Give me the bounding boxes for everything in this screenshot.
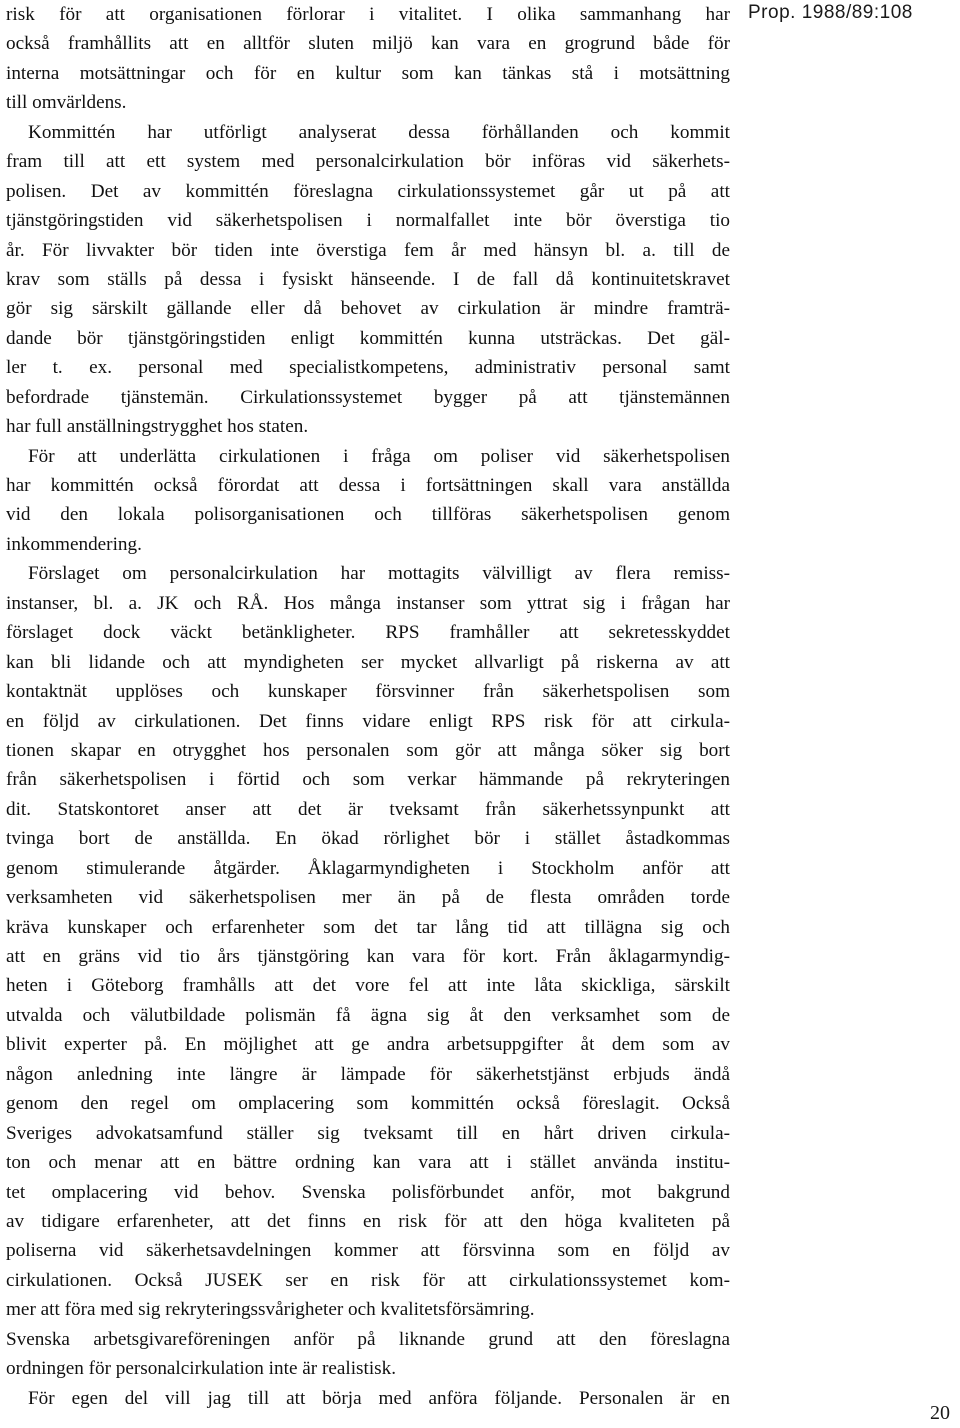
text-line: För att underlätta cirkulationen i fråga om poliser vid säkerhetspolisen (28, 445, 730, 467)
text-line: någon anledning inte längre är lämpade för säkerhetstjänst erbjuds ändå (6, 1063, 730, 1085)
text-line: cirkulationen. Också JUSEK ser en risk för att cirkulationssystemet kom- (6, 1269, 730, 1291)
text-line: ler t. ex. personal med specialistkompetens, administrativ personal samt (6, 357, 730, 379)
text-line: vid den lokala polisorganisationen och tillföras säkerhetspolisen genom (6, 504, 730, 526)
text-line: heten i Göteborg framhålls att det vore fel att inte låta skickliga, särskilt (6, 975, 730, 997)
text-line: förslaget dock väckt betänkligheter. RPS framhåller att sekretesskyddet (6, 622, 730, 644)
text-line: polisen. Det av kommittén föreslagna cirkulationssystemet går ut på att (6, 180, 730, 202)
text-line: krav som ställs på dessa i fysiskt hänseende. I de fall då kontinuitetskravet (6, 268, 730, 290)
text-line: risk för att organisationen förlorar i vitalitet. I olika sammanhang har (6, 4, 730, 25)
text-line: verksamheten vid säkerhetspolisen mer än på de flesta områden torde (6, 887, 730, 909)
text-line: dit. Statskontoret anser att det är tveksamt från säkerhetssynpunkt att (6, 798, 730, 820)
text-line: tjänstgöringstiden vid säkerhetspolisen i normalfallet inte bör överstiga tio (6, 210, 730, 232)
text-line: Sveriges advokatsamfund ställer sig tveksamt till en hårt driven cirkula- (6, 1122, 730, 1144)
text-line: utvalda och välutbildade polismän få ägna sig åt den verksamhet som de (6, 1004, 730, 1026)
body-text (6, 0, 730, 1413)
text-line: ordningen för personalcirkulation inte är realistisk. (6, 1358, 397, 1380)
text-line: har full anställningstrygghet hos staten. (6, 416, 309, 438)
text-line: ton och menar att en bättre ordning kan vara att i stället använda institu- (6, 1152, 730, 1174)
text-line: interna motsättningar och för en kultur som kan tänkas stå i motsättning (6, 62, 730, 84)
text-line: år. För livvakter bör tiden inte överstiga fem år med hänsyn bl. a. till de (6, 239, 730, 261)
text-line: mer att föra med sig rekryteringssvårigheter och kvalitetsförsämring. (6, 1299, 535, 1321)
text-line: Kommittén har utförligt analyserat dessa förhållanden och kommit (28, 121, 730, 143)
text-line: kan bli lidande och att myndigheten ser mycket allvarligt på riskerna av att (6, 651, 730, 673)
text-line: Förslaget om personalcirkulation har mottagits välvilligt av flera remiss- (28, 563, 730, 585)
text-line: till omvärldens. (6, 92, 127, 114)
text-line: också framhållits att en alltför sluten miljö kan vara en grogrund både för (6, 33, 730, 55)
text-line: poliserna vid säkerhetsavdelningen kommer att försvinna som en följd av (6, 1240, 730, 1262)
text-line: att en gräns vid tio års tjänstgöring kan vara för kort. Från åklagarmyndig- (6, 946, 730, 967)
text-line: blivit experter på. En möjlighet att ge andra arbetsuppgifter åt dem som av (6, 1034, 730, 1056)
text-line: tvinga bort de anställda. En ökad rörlighet bör i stället åstadkommas (6, 828, 730, 850)
text-line: av tidigare erfarenheter, att det finns en risk för att den höga kvaliteten på (6, 1210, 730, 1232)
text-line: genom den regel om omplacering som kommittén också föreslagit. Också (6, 1093, 730, 1115)
text-line: tet omplacering vid behov. Svenska polisförbundet anför, mot bakgrund (6, 1181, 730, 1203)
text-line: tionen skapar en otrygghet hos personalen som gör att många söker sig bort (6, 739, 730, 761)
text-line: har kommittén också förordat att dessa i fortsättningen skall vara anställda (6, 475, 730, 496)
text-line: genom stimulerande åtgärder. Åklagarmyndigheten i Stockholm anför att (6, 857, 730, 879)
text-line: kontaktnät upplöses och kunskaper försvinner från säkerhetspolisen som (6, 681, 730, 703)
text-line: befordrade tjänstemän. Cirkulationssystemet bygger på att tjänstemännen (6, 386, 730, 408)
proposition-reference: Prop. 1988/89:108 (748, 2, 913, 23)
text-line: För egen del vill jag till att börja med anföra följande. Personalen är en (28, 1387, 730, 1409)
text-line: inkommendering. (6, 533, 142, 555)
page-number: 20 (930, 1402, 950, 1424)
text-line: Svenska arbetsgivareföreningen anför på liknande grund att den föreslagna (6, 1328, 730, 1350)
text-line: en följd av cirkulationen. Det finns vidare enligt RPS risk för att cirkula- (6, 710, 730, 732)
text-line: fram till att ett system med personalcirkulation bör införas vid säkerhets- (6, 151, 730, 173)
text-line: gör sig särskilt gällande eller då behovet av cirkulation är mindre framträ- (6, 298, 730, 320)
text-line: dande bör tjänstgöringstiden enligt kommittén kunna utsträckas. Det gäl- (6, 327, 730, 349)
text-line: kräva kunskaper och erfarenheter som det tar lång tid att tillägna sig och (6, 916, 730, 938)
text-line: instanser, bl. a. JK och RÅ. Hos många instanser som yttrat sig i frågan har (6, 592, 730, 614)
text-line: från säkerhetspolisen i förtid och som verkar hämmande på rekryteringen (6, 769, 730, 791)
